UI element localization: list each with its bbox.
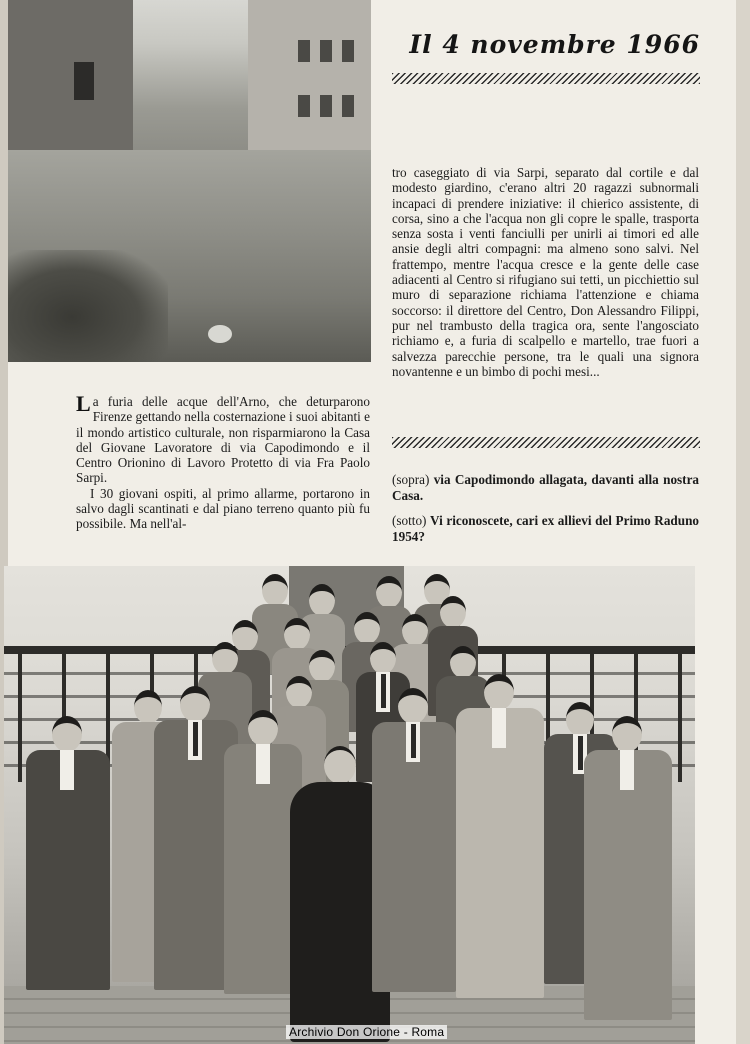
person-body xyxy=(456,708,544,998)
person-body xyxy=(372,722,456,992)
photo-captions xyxy=(392,472,699,554)
person-head xyxy=(248,710,278,746)
photo-window xyxy=(74,62,94,100)
person-shirt xyxy=(256,744,270,784)
archive-watermark: Archivio Don Orione - Roma xyxy=(286,1025,447,1039)
person-shirt xyxy=(620,750,634,790)
photo-window xyxy=(298,40,310,62)
person-head xyxy=(354,612,380,644)
caption-text: Vi riconoscete, cari ex allievi del Primo Raduno 1954? xyxy=(392,513,700,544)
hatched-divider-captions xyxy=(392,437,700,448)
person-head xyxy=(566,702,594,736)
caption-text: via Capodimondo allagata, davanti alla nostra Casa. xyxy=(392,472,700,503)
person-head xyxy=(232,620,258,652)
group-photo xyxy=(4,566,695,1044)
person-head xyxy=(286,676,312,708)
left-column-paragraph-1 xyxy=(76,391,370,486)
left-column-paragraph-2: I 30 giovani ospiti, al primo allarme, portarono in salvo dagli scantinati e dal piano terreno quanto più fu possibile. Ma nell'al- xyxy=(76,485,370,532)
caption-position: (sopra) xyxy=(392,472,430,487)
floating-object xyxy=(208,325,232,343)
person-head xyxy=(52,716,82,752)
photo-window xyxy=(342,40,354,62)
person-head xyxy=(370,642,396,674)
right-column-paragraph: tro caseggiato di via Sarpi, separato dal cortile e dal modesto giardino, c'erano altri 20 ragazzi subnormali incapaci di prendere iniziative: il chierico assistente, di corsa, sino a che l'acqua non gli copre le spalle, trasporta senza sosta i venti fanciulli per unirli ai timori ed alle ansie degli altri compagni: ma almeno sono salvi. Nel frattempo, mentre l'acqua cresce e la gente delle case adiacenti al Centro si rifugiano sui tetti, un picchiettio sul muro di separazione richiama l'attenzione e chiama soccorso: il direttore del Centro, Don Alessandro Filippi, pur nel trambusto della tragica ora, sente l'angosciato richiamo e, a furia di scalpello e martello, trae fuori a salvezza parecchie persone, tra le quali una signora novantenne e un bimbo di pochi mesi... xyxy=(392,165,699,379)
person-head xyxy=(262,574,288,606)
hatched-divider-top xyxy=(392,73,700,84)
photo-window xyxy=(298,95,310,117)
drop-cap: L xyxy=(76,391,91,416)
person-head xyxy=(284,618,310,650)
article-right-column xyxy=(392,165,699,379)
person-tie xyxy=(193,722,198,756)
person-head xyxy=(212,642,238,674)
flooded-street-photo xyxy=(8,0,371,362)
article-left-column xyxy=(76,391,370,532)
photo-building-right xyxy=(248,0,371,150)
caption-position: (sotto) xyxy=(392,513,427,529)
photo-window xyxy=(320,40,332,62)
person-head xyxy=(180,686,210,722)
person-head xyxy=(309,584,335,616)
person-head xyxy=(612,716,642,752)
article-headline: Il 4 novembre 1966 xyxy=(409,30,700,59)
person-body xyxy=(584,750,672,1020)
person-head xyxy=(440,596,466,628)
photo-window xyxy=(342,95,354,117)
person-head xyxy=(376,576,402,608)
person-head xyxy=(324,746,356,784)
caption-above xyxy=(392,472,699,503)
person-tie xyxy=(381,674,386,708)
person-shirt xyxy=(60,750,74,790)
photo-shrub xyxy=(8,250,168,362)
person-head xyxy=(484,674,514,710)
photo-window xyxy=(320,95,332,117)
person-shirt xyxy=(492,708,506,748)
person-head xyxy=(309,650,335,682)
person-head xyxy=(450,646,476,678)
person-tie xyxy=(411,724,416,758)
person-head xyxy=(402,614,428,646)
left-paragraph-1-text: a furia delle acque dell'Arno, che deturparono Firenze gettando nella costernazione i suoi abitanti e il mondo artistico culturale, non risparmiarono la Casa del Giovane Lavoratore di via Capodimondo e il Centro Orionino di Lavoro Protetto di via Fra Paolo Sarpi. xyxy=(76,394,370,486)
page-edge xyxy=(736,0,750,1044)
person-head xyxy=(134,690,162,724)
person-head xyxy=(398,688,428,724)
caption-below xyxy=(392,513,699,544)
person-tie xyxy=(578,736,583,770)
